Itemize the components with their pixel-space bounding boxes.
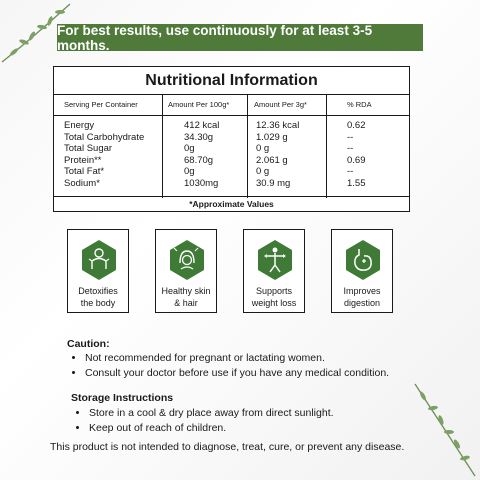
benefit-card-digestion: [331, 229, 393, 313]
list-item: • Not recommended for pregnant or lactating women.: [85, 351, 389, 366]
approximate-values-note: *Approximate Values: [54, 196, 409, 211]
rda-value: --: [347, 143, 354, 154]
benefit-label: Supports weight loss: [251, 286, 297, 308]
detox-body-icon: [80, 239, 118, 281]
herb-sprig-bottom-right-icon: [405, 380, 480, 480]
digestion-icon: [344, 239, 382, 281]
header-per3: Amount Per 3g*: [254, 100, 307, 109]
table-row: [54, 178, 409, 190]
amount-per-100g: 34.30g: [184, 131, 214, 143]
list-item: • Consult your doctor before use if you have any medical condition.: [85, 366, 389, 381]
nutrient-name: Sodium*: [64, 177, 100, 189]
storage-list: [75, 406, 334, 435]
nutrient-name: Total Carbohydrate: [64, 131, 145, 143]
table-row: [54, 120, 409, 132]
caution-list: [71, 351, 389, 380]
rda-value: 0.62: [347, 120, 366, 131]
amount-per-3g: 0 g: [256, 143, 270, 154]
skin-hair-icon: [168, 239, 206, 281]
nutrient-name: Total Fat*: [64, 166, 105, 177]
benefit-card-weight-loss: [243, 229, 305, 313]
header-serving: Serving Per Container: [64, 100, 138, 109]
benefit-label: Detoxifies the body: [78, 286, 118, 308]
nutrient-name: Protein**: [64, 154, 102, 166]
benefit-label: Improves digestion: [343, 286, 381, 308]
benefit-label: Healthy skin & hair: [161, 286, 211, 308]
rda-value: 1.55: [347, 177, 366, 189]
disclaimer: This product is not intended to diagnose, treat, cure, or prevent any disease.: [50, 441, 405, 453]
table-row: [54, 155, 409, 167]
table-row: [54, 132, 409, 144]
storage-title: Storage Instructions: [71, 392, 174, 404]
amount-per-3g: 2.061 g: [256, 154, 288, 166]
nutrient-name: Total Sugar: [64, 143, 113, 154]
nutrition-header-row: [54, 95, 409, 116]
header-rda: % RDA: [347, 100, 372, 109]
amount-per-3g: 12.36 kcal: [256, 120, 300, 131]
header-per100: Amount Per 100g*: [168, 100, 230, 109]
amount-per-3g: 1.029 g: [256, 131, 288, 143]
amount-per-100g: 1030mg: [184, 177, 219, 189]
nutrition-rows: [54, 120, 409, 189]
rda-value: --: [347, 131, 354, 143]
nutrition-table: [53, 66, 410, 212]
rda-value: --: [347, 166, 354, 177]
amount-per-100g: 412 kcal: [184, 120, 220, 131]
caution-title: Caution:: [67, 338, 110, 350]
nutrition-title: Nutritional Information: [54, 67, 409, 95]
rda-value: 0.69: [347, 154, 366, 166]
nutrient-name: Energy: [64, 120, 95, 131]
list-item: • Store in a cool & dry place away from direct sunlight.: [89, 406, 334, 421]
amount-per-3g: 0 g: [256, 166, 270, 177]
benefit-card-detox: [67, 229, 129, 313]
usage-banner: For best results, use continuously for at least 3-5 months.: [57, 24, 423, 51]
list-item: • Keep out of reach of children.: [89, 421, 334, 436]
amount-per-100g: 68.70g: [184, 154, 214, 166]
weight-loss-icon: [256, 239, 294, 281]
amount-per-100g: 0g: [184, 143, 195, 154]
table-row: [54, 166, 409, 178]
amount-per-3g: 30.9 mg: [256, 177, 291, 189]
benefit-card-skin-hair: [155, 229, 217, 313]
table-row: [54, 143, 409, 155]
amount-per-100g: 0g: [184, 166, 195, 177]
